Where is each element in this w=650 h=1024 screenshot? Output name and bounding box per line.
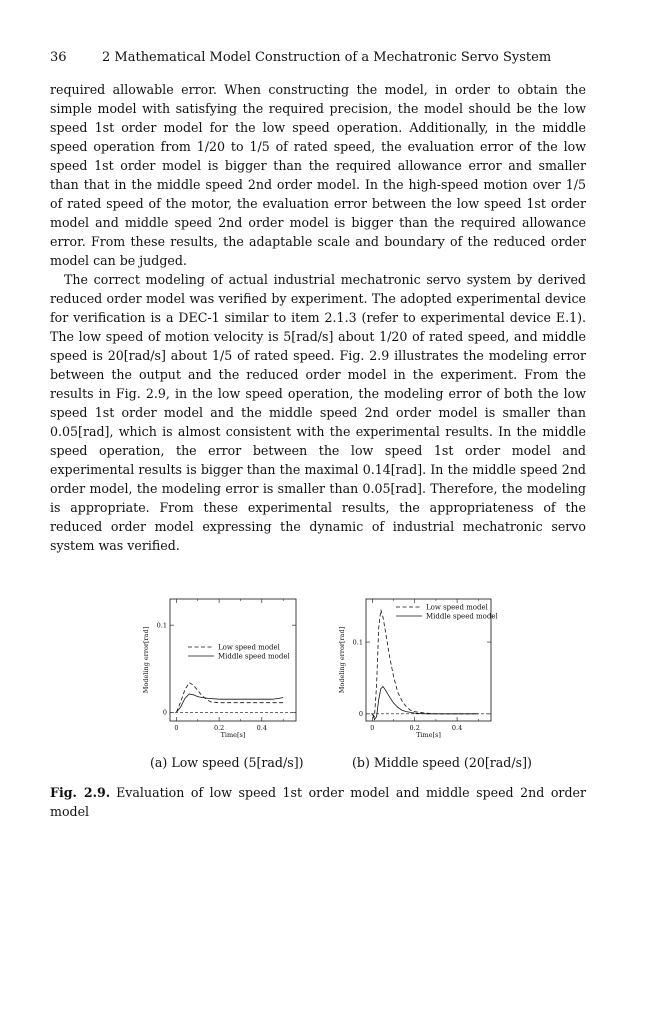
paragraph-1: required allowable error. When constructing the model, in order to obtain the simple model with satisfying the required precision, the model should be the low speed 1st order model for the low speed operation. Additionally, in the middle speed operation from 1/20 to 1/5 of rated speed, the evaluation error of the low speed 1st order model is bigger than the required allowance error and smaller than that in the middle speed 2nd order model. In the high-speed motion over 1/5 of rated speed of the motor, the evaluation error between the low speed 1st order model and middle speed 2nd order model is bigger than the required allowance error. From these results, the adaptable scale and boundary of the reduced order model can be judged.: [50, 82, 586, 268]
x-tick-label: 0.4: [256, 724, 268, 732]
y-tick-label: 0.1: [352, 638, 363, 647]
y-tick-label: 0: [358, 710, 363, 719]
y-tick-label: 0.1: [156, 621, 167, 630]
figure-2-9: [140, 592, 520, 772]
y-axis-label: Modeling error[rad]: [338, 626, 346, 694]
figure-label: Fig. 2.9.: [50, 785, 111, 800]
x-tick-label: 0.4: [451, 724, 463, 732]
series-line-low-speed-model: [176, 683, 283, 713]
x-tick-label: 0: [174, 724, 179, 732]
x-tick-label: 0: [370, 724, 375, 732]
figure-caption-text: Evaluation of low speed 1st order model and middle speed 2nd order model: [50, 785, 586, 819]
legend-label: Middle speed model: [218, 652, 290, 661]
series-line-middle-speed-model: [176, 694, 283, 712]
series-line-low-speed-model: [372, 610, 478, 717]
x-axis-label: Time[s]: [416, 731, 441, 739]
figure-caption: [50, 783, 586, 821]
y-tick-label: 0: [162, 708, 167, 717]
chart-panel-b: [338, 599, 499, 739]
y-axis-label: Modeling error[rad]: [142, 626, 150, 694]
paragraph-2: The correct modeling of actual industrial mechatronic servo system by derived reduced order model was verified by experiment. The adopted experimental device for verification is a DEC-1 similar to item 2.1.3 (refer to experimental device E.1). The low speed of motion velocity is 5[rad/s] about 1/20 of rated speed, and middle speed is 20[rad/s] about 1/5 of rated speed. Fig. 2.9 illustrates the modeling error between the output and the reduced order model in the experiment. From the results in Fig. 2.9, in the low speed operation, the modeling error of both the low speed 1st order model and the middle speed 2nd order model is smaller than 0.05[rad], which is almost consistent with the experimental results. In the middle speed operation, the error between the low speed 1st order model and experimental results is bigger than the maximal 0.14[rad]. In the middle speed 2nd order model, the modeling error is smaller than 0.05[rad]. Therefore, the modeling is appropriate. From these experimental results, the appropriateness of the reduced order model expressing the dynamic of industrial mechatronic servo system was verified.: [50, 272, 586, 553]
running-head: 2 Mathematical Model Construction of a Mechatronic Servo System: [102, 50, 552, 65]
series-line-middle-speed-model: [372, 687, 478, 720]
x-tick-label: 0.2: [409, 724, 420, 732]
subcaption-a: (a) Low speed (5[rad/s]): [150, 755, 304, 770]
chart-panel-a: [142, 599, 296, 739]
x-tick-label: 0.2: [213, 724, 225, 732]
legend-label: Low speed model: [426, 603, 488, 612]
page-number: 36: [50, 50, 67, 65]
legend-label: Low speed model: [218, 643, 280, 652]
body-text: [50, 80, 586, 555]
figure-plots: [140, 592, 520, 757]
legend-label: Middle speed model: [426, 612, 498, 621]
x-axis-label: Time[s]: [220, 731, 246, 739]
subcaption-b: (b) Middle speed (20[rad/s]): [352, 755, 532, 770]
